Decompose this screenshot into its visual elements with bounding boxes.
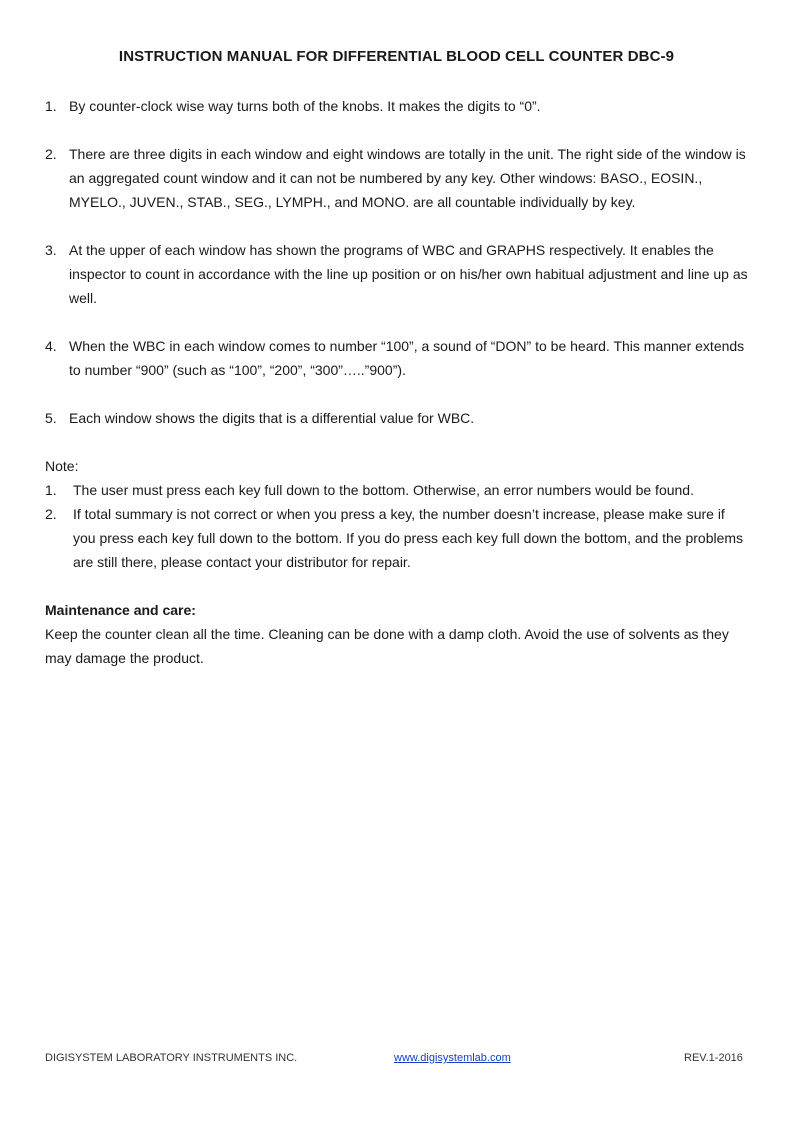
maintenance-heading: Maintenance and care: [45, 602, 196, 618]
note-number: 2. [45, 506, 57, 522]
note-item-1 [45, 478, 750, 502]
page-title: INSTRUCTION MANUAL FOR DIFFERENTIAL BLOOD CELL COUNTER DBC-9 [118, 48, 675, 65]
item-number: 4. [45, 338, 57, 354]
maintenance-text: Keep the counter clean all the time. Cleaning can be done with a damp cloth. Avoid the use of solvents as they may damage the product. [45, 626, 729, 666]
note-item-2 [45, 502, 750, 574]
instruction-item-1 [45, 94, 750, 118]
note-text: The user must press each key full down to the bottom. Otherwise, an error numbers would be found. [73, 482, 694, 498]
note-label: Note: [45, 458, 79, 474]
note-number: 1. [45, 482, 57, 498]
note-text: If total summary is not correct or when you press a key, the number doesn’t increase, please make sure if you press each key full down to the bottom. If you do press each key full down the bottom, and the problems are still there, please contact your distributor for repair. [73, 506, 744, 570]
instruction-item-2 [45, 142, 750, 214]
item-text: There are three digits in each window and eight windows are totally in the unit. The right side of the window is an aggregated count window and it can not be numbered by any key. Other windows: BASO., EOSIN., MYELO., JUVEN., STAB., SEG., LYMPH., and MONO. are all countable individually by key. [69, 146, 746, 210]
item-text: When the WBC in each window comes to number “100”, a sound of “DON” to be heard. This manner extends to number “900” (such as “100”, “200”, “300”…..”900”). [69, 338, 745, 378]
instruction-item-5 [45, 406, 750, 430]
instruction-item-4 [45, 334, 750, 382]
item-text: Each window shows the digits that is a differential value for WBC. [69, 410, 475, 426]
footer-company: DIGISYSTEM LABORATORY INSTRUMENTS INC. [45, 1052, 298, 1064]
item-number: 5. [45, 410, 57, 426]
footer-website-link[interactable]: www.digisystemlab.com [394, 1052, 511, 1064]
item-text: At the upper of each window has shown the programs of WBC and GRAPHS respectively. It enables the inspector to count in accordance with the line up position or on his/her own habitual adjustment and line up as well. [69, 242, 748, 306]
item-number: 1. [45, 98, 57, 114]
instruction-item-3 [45, 238, 750, 310]
item-number: 3. [45, 242, 57, 258]
footer-revision: REV.1-2016 [684, 1052, 743, 1064]
item-number: 2. [45, 146, 57, 162]
item-text: By counter-clock wise way turns both of the knobs. It makes the digits to “0”. [69, 98, 541, 114]
